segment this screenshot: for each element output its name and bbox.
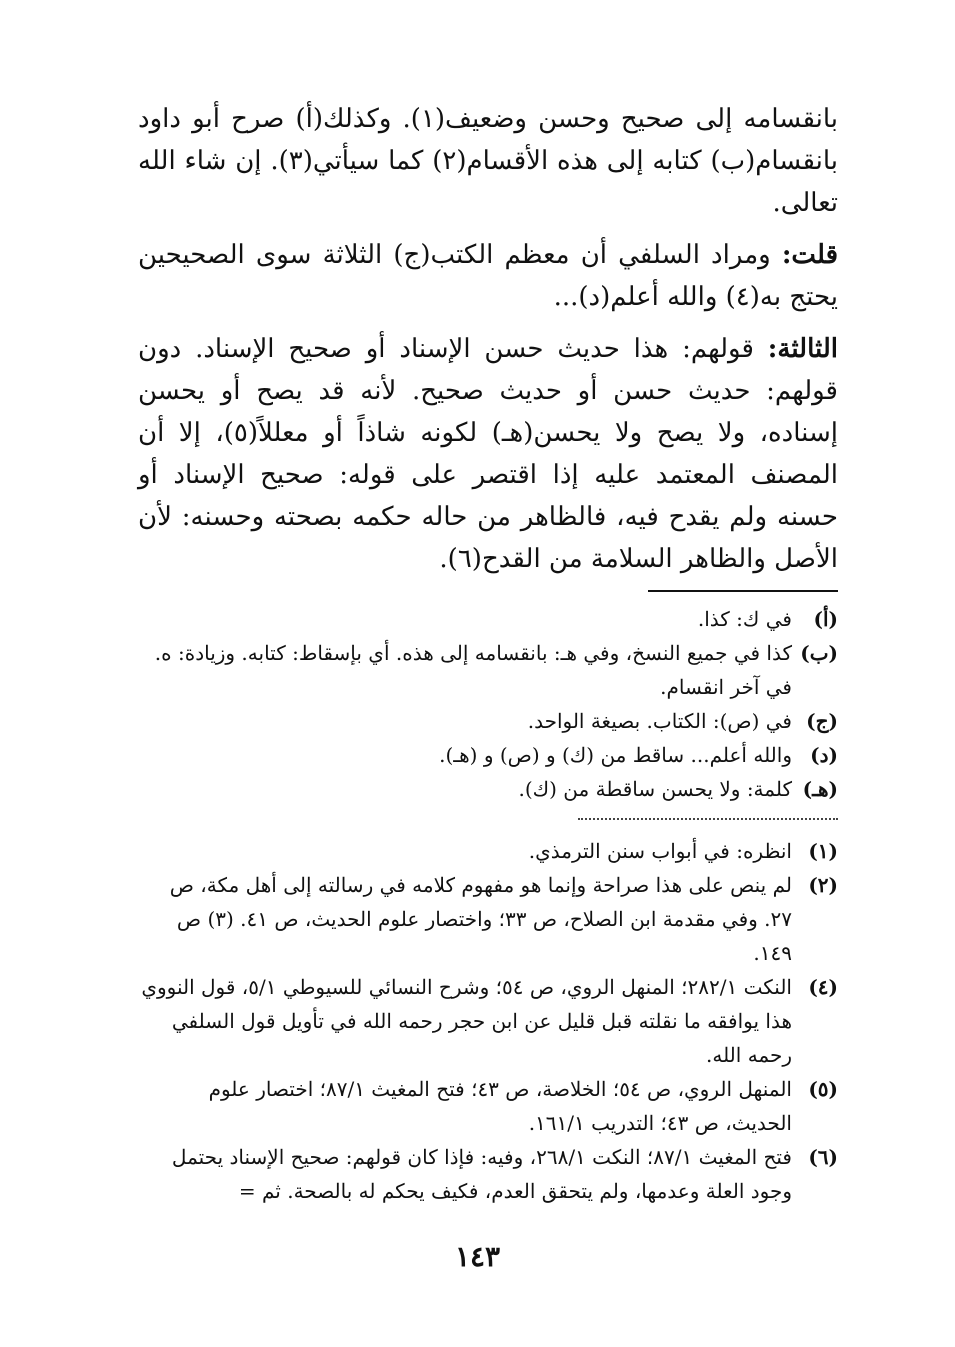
note-text: كذا في جميع النسخ، وفي هـ: بانقسامه إلى هذه. أي بإسقاط: كتابه. وزيادة: ه. في آخر انقسام. [154, 641, 792, 699]
paragraph-lead: قلت: [781, 240, 838, 270]
footnote-mark: (١) [808, 839, 838, 863]
footnote [138, 834, 838, 868]
note-text: في (ص): الكتاب. بصيغة الواحد. [527, 709, 792, 733]
note-text: والله أعلم... ساقط من (ك) و (ص) و (هـ). [439, 743, 792, 767]
note-text: كلمة: ولا يحسن ساقطة من (ك). [518, 777, 792, 801]
footnote-text: النكت ٢٨٢/١؛ المنهل الروي، ص ٥٤؛ وشرح النسائي للسيوطي ٥/١، قول النووي هذا يوافقه ما نقلته قبل قليل عن ابن حجر رحمه الله في تأويل قول السلفي رحمه الله. [141, 975, 792, 1067]
variant-note [138, 704, 838, 738]
page-body [138, 98, 838, 1208]
footnotes [138, 834, 838, 1208]
dotted-separator [578, 818, 838, 820]
variant-note [138, 602, 838, 636]
note-text: في ك: كذا. [697, 607, 792, 631]
footnote-text: انظره: في أبواب سنن الترمذي. [528, 839, 792, 863]
paragraph-text: قولهم: هذا حديث حسن الإسناد أو صحيح الإسناد. دون قولهم: حديث حسن أو حديث صحيح. لأنه قد يصح أو يحسن إسناده، ولا يصح ولا يحسن(هـ) لكونه شاذاً أو معللاً(٥)، إلا أن المصنف المعتمد عليه إذا اقتصر على قوله: صحيح الإسناد أو حسنه ولم يقدح فيه، فالظاهر من حاله حكمه بصحته وحسنه: لأن الأصل والظاهر السلامة من القدح(٦). [138, 334, 839, 574]
note-mark: (أ) [813, 607, 838, 631]
variant-notes [138, 602, 838, 806]
footnote-mark: (٥) [808, 1077, 838, 1101]
footnote-text: لم ينص على هذا صراحة وإنما هو مفهوم كلامه في رسالته إلى أهل مكة، ص ٢٧. وفي مقدمة ابن الصلاح، ص ٣٣؛ واختصار علوم الحديث، ص ٤١. (٣) ص ١٤٩. [169, 873, 792, 965]
footnote-text: فتح المغيث ٨٧/١؛ النكت ٢٦٨/١، وفيه: فإذا كان قولهم: صحيح الإسناد يحتمل وجود العلة وعدمها، ولم يتحقق العدم، فكيف يحكم له بالصحة. ثم = [171, 1145, 792, 1203]
paragraph-3 [138, 328, 838, 580]
footnote-mark: (٦) [808, 1145, 838, 1169]
page-number: ١٤٣ [454, 1240, 501, 1273]
footnote-text: المنهل الروي، ص ٥٤؛ الخلاصة، ص ٤٣؛ فتح المغيث ٨٧/١؛ اختصار علوم الحديث، ص ٤٣؛ التدريب ١٦١/١. [208, 1077, 792, 1135]
note-mark: (ج) [806, 709, 838, 733]
footnote-separator [648, 590, 838, 592]
note-mark: (ب) [800, 641, 838, 665]
paragraph-2 [138, 234, 838, 318]
variant-note [138, 636, 838, 704]
footnote-mark: (٤) [808, 975, 838, 999]
footnote-mark: (٢) [808, 873, 838, 897]
paragraph-text: ومراد السلفي أن معظم الكتب(ج) الثلاثة سوى الصحيحين يحتج به(٤) والله أعلم(د)... [138, 240, 838, 312]
footnote [138, 970, 838, 1072]
footnote [138, 1072, 838, 1140]
paragraph-text: بانقسامه إلى صحيح وحسن وضعيف(١). وكذلك(أ) صرح أبو داود بانقسام(ب) كتابه إلى هذه الأقسام(٢) كما سيأتي(٣). إن شاء الله تعالى. [138, 104, 838, 218]
footnote [138, 868, 838, 970]
paragraph-1 [138, 98, 838, 224]
variant-note [138, 738, 838, 772]
paragraph-lead: الثالثة: [767, 334, 838, 364]
variant-note [138, 772, 838, 806]
note-mark: (هـ) [802, 777, 838, 801]
note-mark: (د) [810, 743, 838, 767]
footnote [138, 1140, 838, 1208]
